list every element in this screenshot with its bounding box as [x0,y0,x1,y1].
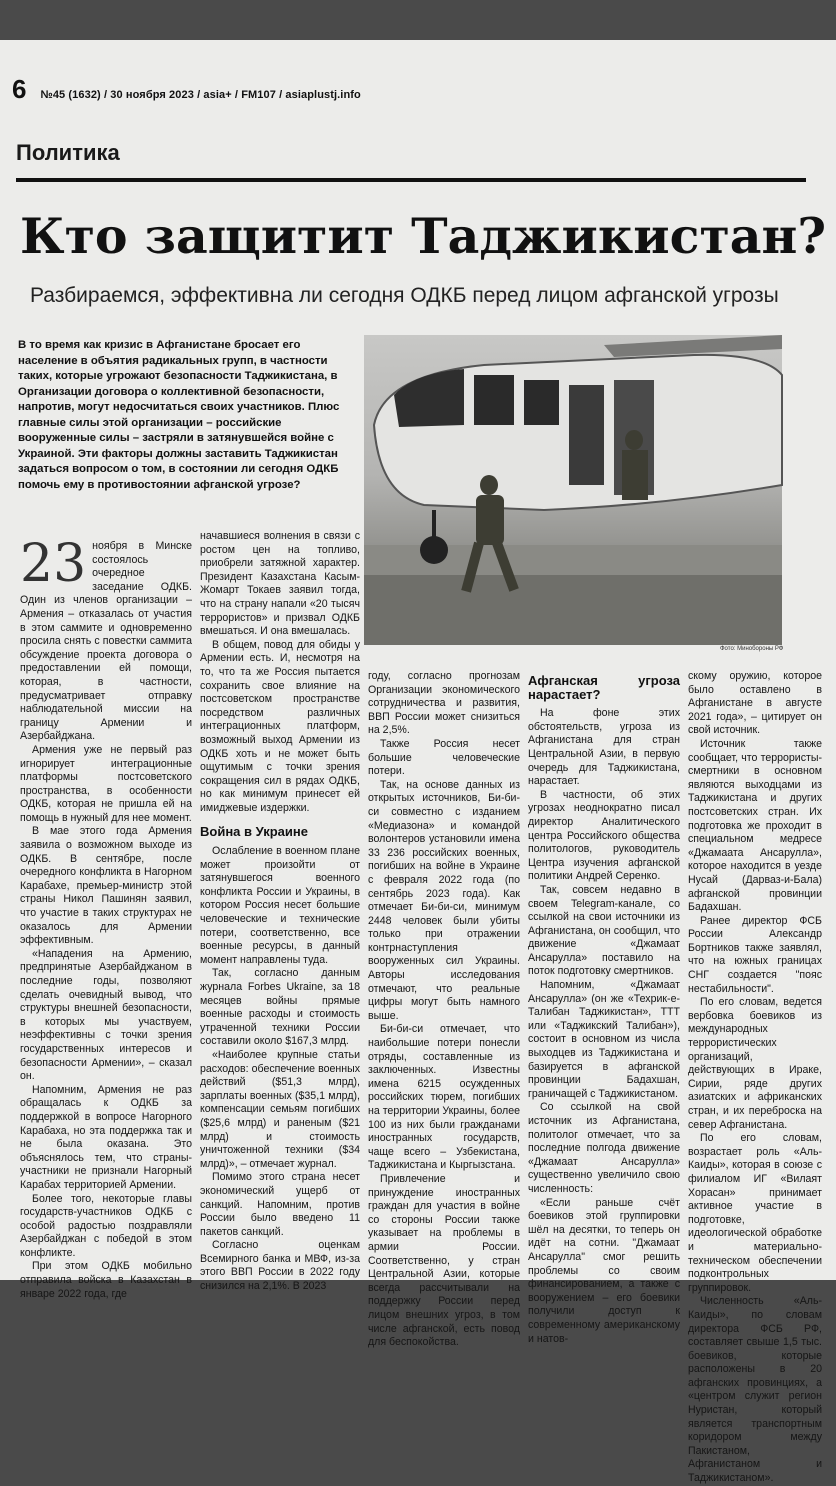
paragraph: В частности, об этих угрозах неоднократно писал директор Аналитического центра Российского общества политологов, руководитель Центра изучения афганской политики Андрей Серенко. [528,788,680,883]
subheading-war-in-ukraine: Война в Украине [200,824,308,840]
paragraph: начавшиеся волнения в связи с ростом цен на топливо, приобрели затяжной характер. Президент Казахстана Касым-Жомарт Токаев заявил тогда, что на страну напали «20 тысяч террористов» и призвал ОДКБ вмешаться. И она вмешалась. [200,530,360,638]
article-column-1 [20,534,192,1301]
paragraph: Численность «Аль-Каиды», по словам директора ФСБ РФ, составляет свыше 1,5 тыс. боевиков, которые расположены в 20 афганских провинциях, а «центром служит регион Нуристан, который является транспортным коридором между Пакистаном, Афганистаном и Таджикистаном». [688,1295,822,1485]
article-column-3 [368,670,520,1350]
paragraph: Со ссылкой на свой источник из Афганистана, политолог отмечает, что за последние полгода движение «Джамаат Ансарулла» существенно увеличило свою численность: [528,1101,680,1195]
article-column-5 [688,670,822,1486]
paragraph: Ослабление в военном плане может произойти от затянувшегося военного конфликта России и Украины, в котором Россия несет большие человеческие и технические потери, соответственно, все военные ресурсы, в данный момент направлены туда. [200,845,360,966]
paragraph: Также Россия несет большие человеческие потери. [368,737,520,778]
paragraph: «Наиболее крупные статьи расходов: обеспечение военных действий ($51,3 млрд), зарплаты военных ($35,1 млрд), компенсации семьям погибших ($25,6 млрд) и раненым ($21 млрд) и стоимость уничтоженной техники ($34 млрд)», – отмечает журнал. [200,1048,360,1170]
dropcap: 23 [20,534,87,594]
paragraph: Так, на основе данных из открытых источников, Би-би-си совместно с изданием «Медиазона» и командой волонтеров установили имена 33 236 российских военных, погибших на войне в Украине с февраля 2022 года (по сентябрь 2023 года). Как отмечает Би-би-си, минимум 2448 человек были убиты только при отражении контрнаступления вооруженных сил Украины. Авторы исследования отмечают, что реальные цифры могут быть намного выше. [368,778,520,1022]
paragraph: «Нападения на Армению, предпринятые Азербайджаном в последние годы, позволяют сделать очевидный вывод, что структуры внешней безопасности, в которых мы участвуем, неэффективны с точки зрения государственных интересов и безопасности Армении», – сказал он. [20,947,192,1083]
page-number: 6 [12,74,27,104]
paragraph: Напомним, «Джамаат Ансарулла» (он же «Техрик-е-Талибан Таджикистан», ТТТ или «Таджикский Талибан»), состоит в основном из числа выходцев из Таджикистана и базируется в афганской провинции Бадахшан, граничащей с Таджикистаном. [528,979,680,1100]
section-title: Политика [16,140,120,165]
paragraph: году, согласно прогнозам Организации экономического сотрудничества и развития, ВВП России может снизиться на 2,5%. [368,670,520,737]
article-column-2 [200,530,360,1294]
paragraph: Помимо этого страна несет экономический ущерб от санкций. Напомним, против России было введено 11 пакетов санкций. [200,1171,360,1238]
lead-paragraph: В то время как кризис в Афганистане бросает его население в объятия радикальных групп, в частности таких, которые угрожают безопасности Таджикистана, в Организации договора о коллективной безопасности, напротив, могут недосчитаться своих участников. Плюс главные силы этой организации – российские вооруженные силы – застряли в затянувшейся войне с Украиной. Эти факторы должны заставить Таджикистан задаться вопросом о том, в состоянии ли сегодня ОДКБ помочь ему в противостоянии афганской угрозе? [18,339,340,491]
article-column-4 [528,670,680,1346]
paragraph: По его словам, возрастает роль «Аль-Каиды», которая в союзе с филиалом ИГ «Вилаят Хорасан» принимает активное участие в подготовке, идеологической обработке и материально-техническом обеспечении подконтрольных группировок. [688,1132,822,1294]
paragraph: Привлечение и принуждение иностранных граждан для участия в войне со стороны России также указывает на проблемы в армии России. Соответственно, у стран Центральной Азии, которые всегда рассчитывали на поддержку России перед лицом внешних угроз, в том числе афганской, есть повод для беспокойства. [368,1172,520,1349]
paragraph: Согласно оценкам Всемирного банка и МВФ, из-за этого ВВП России в 2022 году снизился на 2,1%. В 2023 [200,1239,360,1293]
paragraph: При этом ОДКБ мобильно отправила войска в Казахстан в январе 2022 года, где [20,1260,192,1300]
paragraph: В общем, повод для обиды у Армении есть. И, несмотря на то, что та же Россия пытается сохранить свое влияние на постсоветском пространстве посредством различных интеграционных платформ, возможный выход Армении из ОДКБ хоть и не может быть ощутимым с точки зрения сокращения сил в рядах ОДКБ, но как минимум принесет ей имиджевые издержки. [200,638,360,814]
article-photo [364,335,782,645]
paragraph: В мае этого года Армения заявила о возможном выходе из ОДКБ. В сентябре, после очередного конфликта в Нагорном Карабахе, премьер-министр этой страны Никол Пашинян заявил, что участие в таких структурах не оказалось для Армении эффективным. [20,825,192,947]
photo-credit: Фото: Минобороны РФ [720,646,784,652]
paragraph: Так, согласно данным журнала Forbes Ukraine, за 18 месяцев войны прямые военные расходы и стоимость утраченной техники России составили около $167,3 млрд. [200,967,360,1048]
newspaper-page [0,40,836,1485]
page-header [12,74,361,105]
subheading-afghan-threat: Афганская угроза нарастает? [528,673,680,702]
issue-line: №45 (1632) / 30 ноября 2023 / asia+ / FM107 / asiaplustj.info [40,89,361,101]
paragraph: Так, совсем недавно в своем Telegram-канале, со ссылкой на свои источники из Афганистана, он сообщил, что движение «Джамаат Ансарулла» поставило на поток подготовку смертников. [528,883,680,978]
paragraph: По его словам, ведется вербовка боевиков из международных террористических организаций, действующих в Ираке, Сирии, ряде других азиатских и африканских стран, и их переброска на север Афганистана. [688,996,822,1131]
paragraph: Ранее директор ФСБ России Александр Бортников также заявлял, что на южных границах СНГ создается "пояс нестабильности". [688,914,822,995]
paragraph: Армения уже не первый раз игнорирует интеграционные платформы постсоветского пространства, в особенности ОДКБ, которая не пришла ей на помощь в нужный для нее момент. [20,743,192,824]
helicopter-illustration [364,335,782,645]
paragraph: Более того, некоторые главы государств-участников ОДКБ с особой радостью поздравляли Азербайджан с победой в этом конфликте. [20,1192,192,1259]
paragraph: «Если раньше счёт боевиков этой группировки шёл на десятки, то теперь он идёт на сотни. "Джамаат Ансарулла" смог решить проблемы со своим финансированием, а также с вооружением – его боевики получили доступ к современному американскому и натов- [528,1196,680,1345]
paragraph: Напомним, Армения не раз обращалась к ОДКБ за поддержкой в вопросе Нагорного Карабаха, но эта поддержка так и не была оказана. Это объяснялось тем, что страны-участники не признали Нагорный Карабах территорией Армении. [20,1083,192,1191]
paragraph: На фоне этих обстоятельств, угроза из Афганистана для стран Центральной Азии, в первую очередь для Таджикистана, нарастает. [528,707,680,788]
section-rule [16,178,806,182]
paragraph: Источник также сообщает, что террористы-смертники в основном являются выходцами из Таджикистана и других постсоветских стран. Их подготовка же проходит в специальном медресе «Джамаата Ансарулла», которое находится в уезде Нусай (Дарваз-и-Бала) афганской провинции Бадахшан. [688,737,822,914]
paragraph: скому оружию, которое было оставлено в Афганистане в августе 2021 года», – цитирует он свой источник. [688,670,822,737]
subheadline: Разбираемся, эффективна ли сегодня ОДКБ перед лицом афганской угрозы [30,284,779,307]
paragraph: ноября в Минске состоялось очередное заседание ОДКБ. Один из членов организации – Армения – отказалась от участия в этом саммите и одновременно просила снять с повестки саммита обсуждение проекта договора о предоставлении ей помощи, которая, в частности, предусматривает отправку наблюдательной миссии на границу Армении и Азербайджана. [20,540,192,743]
paragraph: Би-би-си отмечает, что наибольшие потери понесли отряды, составленные из заключенных. Известны имена 6215 осужденных российских тюрем, погибших на территории Украины, более 100 из них были гражданами иностранных государств, чаще всего – Узбекистана, Таджикистана и Кыргызстана. [368,1023,520,1172]
headline: Кто защитит Таджикистан? [20,207,827,265]
